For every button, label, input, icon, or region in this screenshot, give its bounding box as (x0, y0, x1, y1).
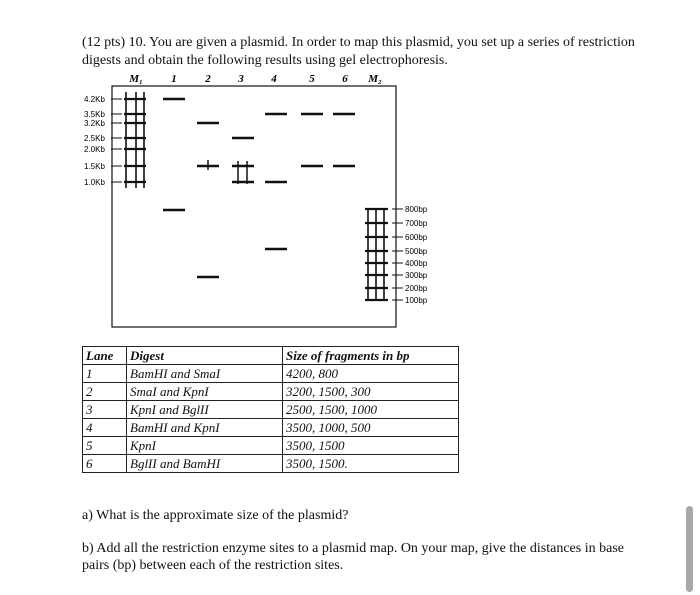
table-row (83, 365, 459, 383)
marker2-label: 200bp (405, 284, 428, 293)
lane-cell: 4 (83, 419, 127, 437)
table-row (83, 455, 459, 473)
lane-cell: 1 (83, 365, 127, 383)
marker1-label: 1.5Kb (84, 162, 105, 171)
marker2-label: 600bp (405, 233, 428, 242)
marker2-label: 100bp (405, 296, 428, 305)
marker1-label: 2.0Kb (84, 145, 105, 154)
lane-label-m2: M₂ (368, 73, 382, 85)
fragments-cell: 3500, 1500. (283, 455, 459, 473)
header-lane: Lane (83, 347, 127, 365)
digest-cell: SmaI and KpnI (127, 383, 283, 401)
marker1-label: 3.2Kb (84, 119, 105, 128)
lane-label-m1: M₁ (129, 73, 143, 85)
marker2-label: 800bp (405, 205, 428, 214)
lane-label-3: 3 (238, 73, 244, 85)
digest-cell: KpnI and BglII (127, 401, 283, 419)
scrollbar-thumb[interactable] (686, 506, 693, 592)
header-fragments: Size of fragments in bp (283, 347, 459, 365)
lane-label-1: 1 (171, 73, 177, 85)
gel-frame (112, 86, 396, 327)
digest-table (82, 346, 459, 473)
table-row (83, 401, 459, 419)
fragments-cell: 2500, 1500, 1000 (283, 401, 459, 419)
table-row (83, 437, 459, 455)
fragments-cell: 3500, 1000, 500 (283, 419, 459, 437)
digest-cell: BamHI and KpnI (127, 419, 283, 437)
digest-cell: BglII and BamHI (127, 455, 283, 473)
marker1-label: 3.5Kb (84, 110, 105, 119)
lane-label-6: 6 (342, 73, 348, 85)
table-row (83, 419, 459, 437)
lane-label-2: 2 (205, 73, 211, 85)
marker2-label: 400bp (405, 259, 428, 268)
lane-cell: 6 (83, 455, 127, 473)
lane-cell: 3 (83, 401, 127, 419)
marker2-label: 500bp (405, 247, 428, 256)
marker2-label: 300bp (405, 271, 428, 280)
lane-label-5: 5 (309, 73, 315, 85)
question-part-b: b) Add all the restriction enzyme sites to a plasmid map. On your map, give the distances in base pairs (bp) between each of the restriction sites. (82, 541, 624, 573)
lane-label-4: 4 (271, 73, 277, 85)
lane-cell: 5 (83, 437, 127, 455)
fragments-cell: 4200, 800 (283, 365, 459, 383)
fragments-cell: 3500, 1500 (283, 437, 459, 455)
marker1-label: 2.5Kb (84, 134, 105, 143)
table-row (83, 383, 459, 401)
marker1-label: 1.0Kb (84, 178, 105, 187)
marker2-label: 700bp (405, 219, 428, 228)
question-intro: (12 pts) 10. You are given a plasmid. In order to map this plasmid, you set up a series of restriction digests and obtain the following results using gel electrophoresis. (82, 35, 635, 68)
lane-cell: 2 (83, 383, 127, 401)
digest-cell: KpnI (127, 437, 283, 455)
fragments-cell: 3200, 1500, 300 (283, 383, 459, 401)
digest-cell: BamHI and SmaI (127, 365, 283, 383)
table-header-row (83, 347, 459, 365)
question-part-a: a) What is the approximate size of the plasmid? (82, 508, 349, 523)
marker1-label: 4.2Kb (84, 95, 105, 104)
header-digest: Digest (127, 347, 283, 365)
